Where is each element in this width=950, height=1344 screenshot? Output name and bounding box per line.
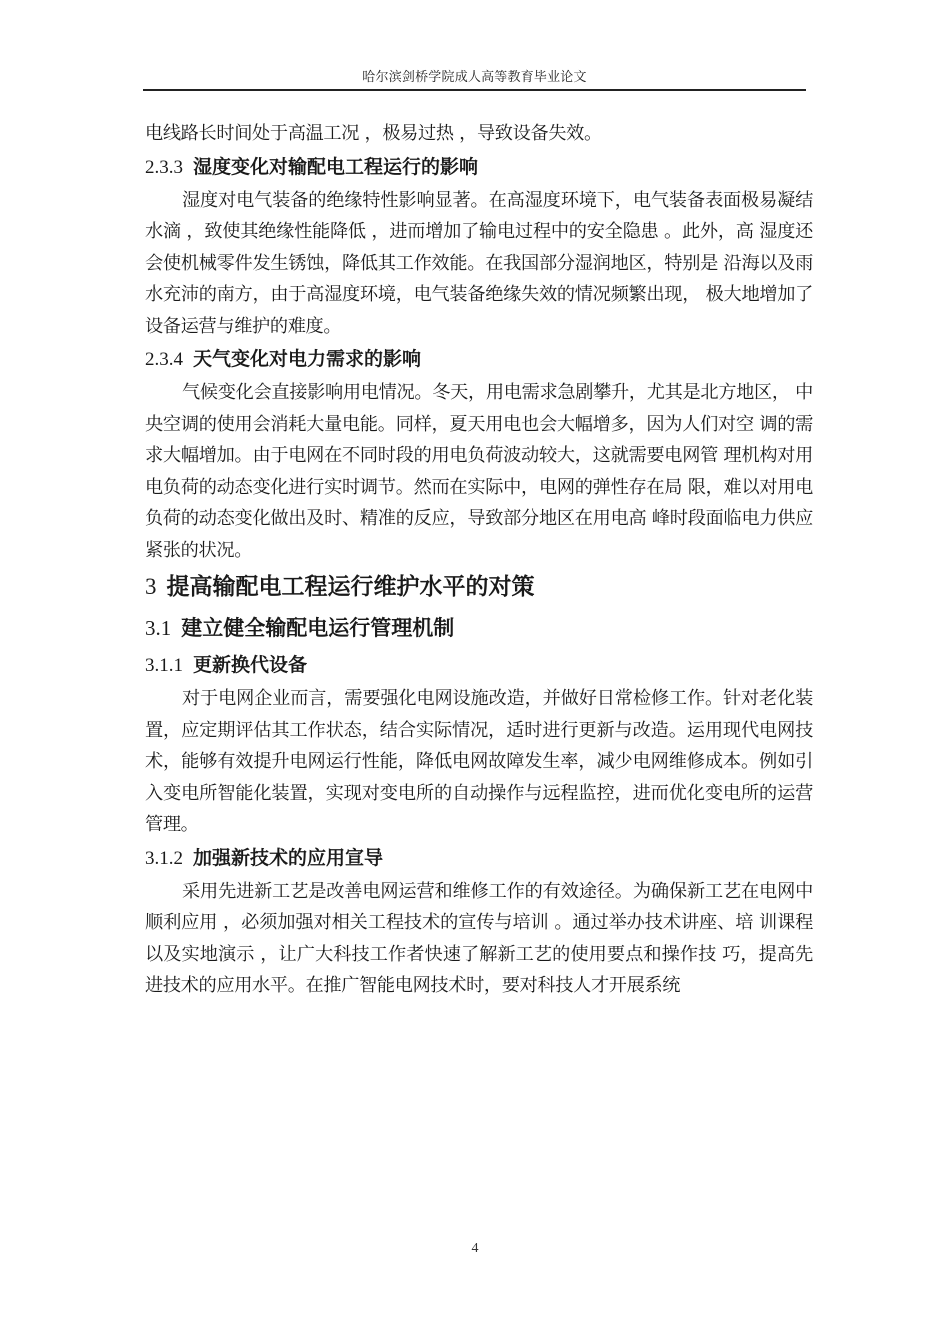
continued-paragraph: 电线路长时间处于高温工况 ，极易过热 ，导致设备失效。 <box>145 123 602 144</box>
paragraph-equipment-update: 对于电网企业而言，需要强化电网设施改造，并做好日常检修工作。针对老化装置，应定期评估其工作状态，结合实际情况，适时进行更新与改造。运用现代电网技术，能够有效提升电网运行性能，降低电网故障发生率，减少电网维修成本。例如引入变电所智能化装置，实现对变电所的自动操作与远程监控，进而优化变电所的运营管理。 <box>145 688 813 835</box>
section-title: 建立健全输配电运行管理机制 <box>181 616 455 640</box>
running-header: 哈尔滨剑桥学院成人高等教育毕业论文 <box>362 70 587 85</box>
section-number: 2.3.4 <box>145 349 183 370</box>
section-title: 加强新技术的应用宣导 <box>193 846 384 869</box>
section-title: 更新换代设备 <box>193 654 308 676</box>
section-number: 2.3.3 <box>145 156 183 178</box>
section-heading-3-1-2 <box>145 841 813 876</box>
section-number: 3.1 <box>145 616 172 640</box>
paragraph-humidity: 湿度对电气装备的绝缘特性影响显著。在高湿度环境下，电气装备表面极易凝结水滴 ，致使其绝缘性能降低 ，进而增加了输电过程中的安全隐患 。此外，高 湿度还会使机械零件发生锈蚀，降低其工作效能。在我国部分湿润地区，特别是 沿海以及雨水充沛的南方，由于高湿度环境，电气装备绝缘失效的情况频繁出现， 极大地增加了设备运营与维护的难度。 <box>145 189 813 337</box>
section-heading-3-1 <box>145 608 813 648</box>
section-heading-3-1-1 <box>145 648 813 683</box>
section-title: 天气变化对电力需求的影响 <box>193 348 422 370</box>
header-rule <box>143 89 806 91</box>
chapter-heading-3 <box>145 566 813 608</box>
page-body <box>145 118 813 1002</box>
section-number: 3.1.1 <box>145 655 183 676</box>
section-title: 湿度变化对输配电工程运行的影响 <box>193 155 479 178</box>
paragraph-new-tech-promotion: 采用先进新工艺是改善电网运营和维修工作的有效途径。为确保新工艺在电网中顺利应用 ，必须加强对相关工程技术的宣传与培训 。通过举办技术讲座、培 训课程以及实地演示 ，让广大科技工作者快速了解新工艺的使用要点和操作技 巧，提高先进技术的应用水平。在推广智能电网技术时，要对科技人才开展系统 <box>145 880 813 996</box>
section-title: 提高输配电工程运行维护水平的对策 <box>166 574 535 600</box>
section-number: 3.1.2 <box>145 847 183 869</box>
section-number: 3 <box>145 574 157 599</box>
section-heading-2-3-3 <box>145 150 813 185</box>
page-number: 4 <box>471 1241 479 1256</box>
section-heading-2-3-4 <box>145 342 813 377</box>
paragraph-weather-demand: 气候变化会直接影响用电情况。冬天，用电需求急剧攀升，尤其是北方地区， 中央空调的使用会消耗大量电能。同样，夏天用电也会大幅增多，因为人们对空 调的需求大幅增加。由于电网在不同时段的用电负荷波动较大，这就需要电网管 理机构对用电负荷的动态变化进行实时调节。然而在实际中，电网的弹性存在局 限，难以对用电负荷的动态变化做出及时、精准的反应，导致部分地区在用电高 峰时段面临电力供应紧张的状况。 <box>145 382 813 561</box>
